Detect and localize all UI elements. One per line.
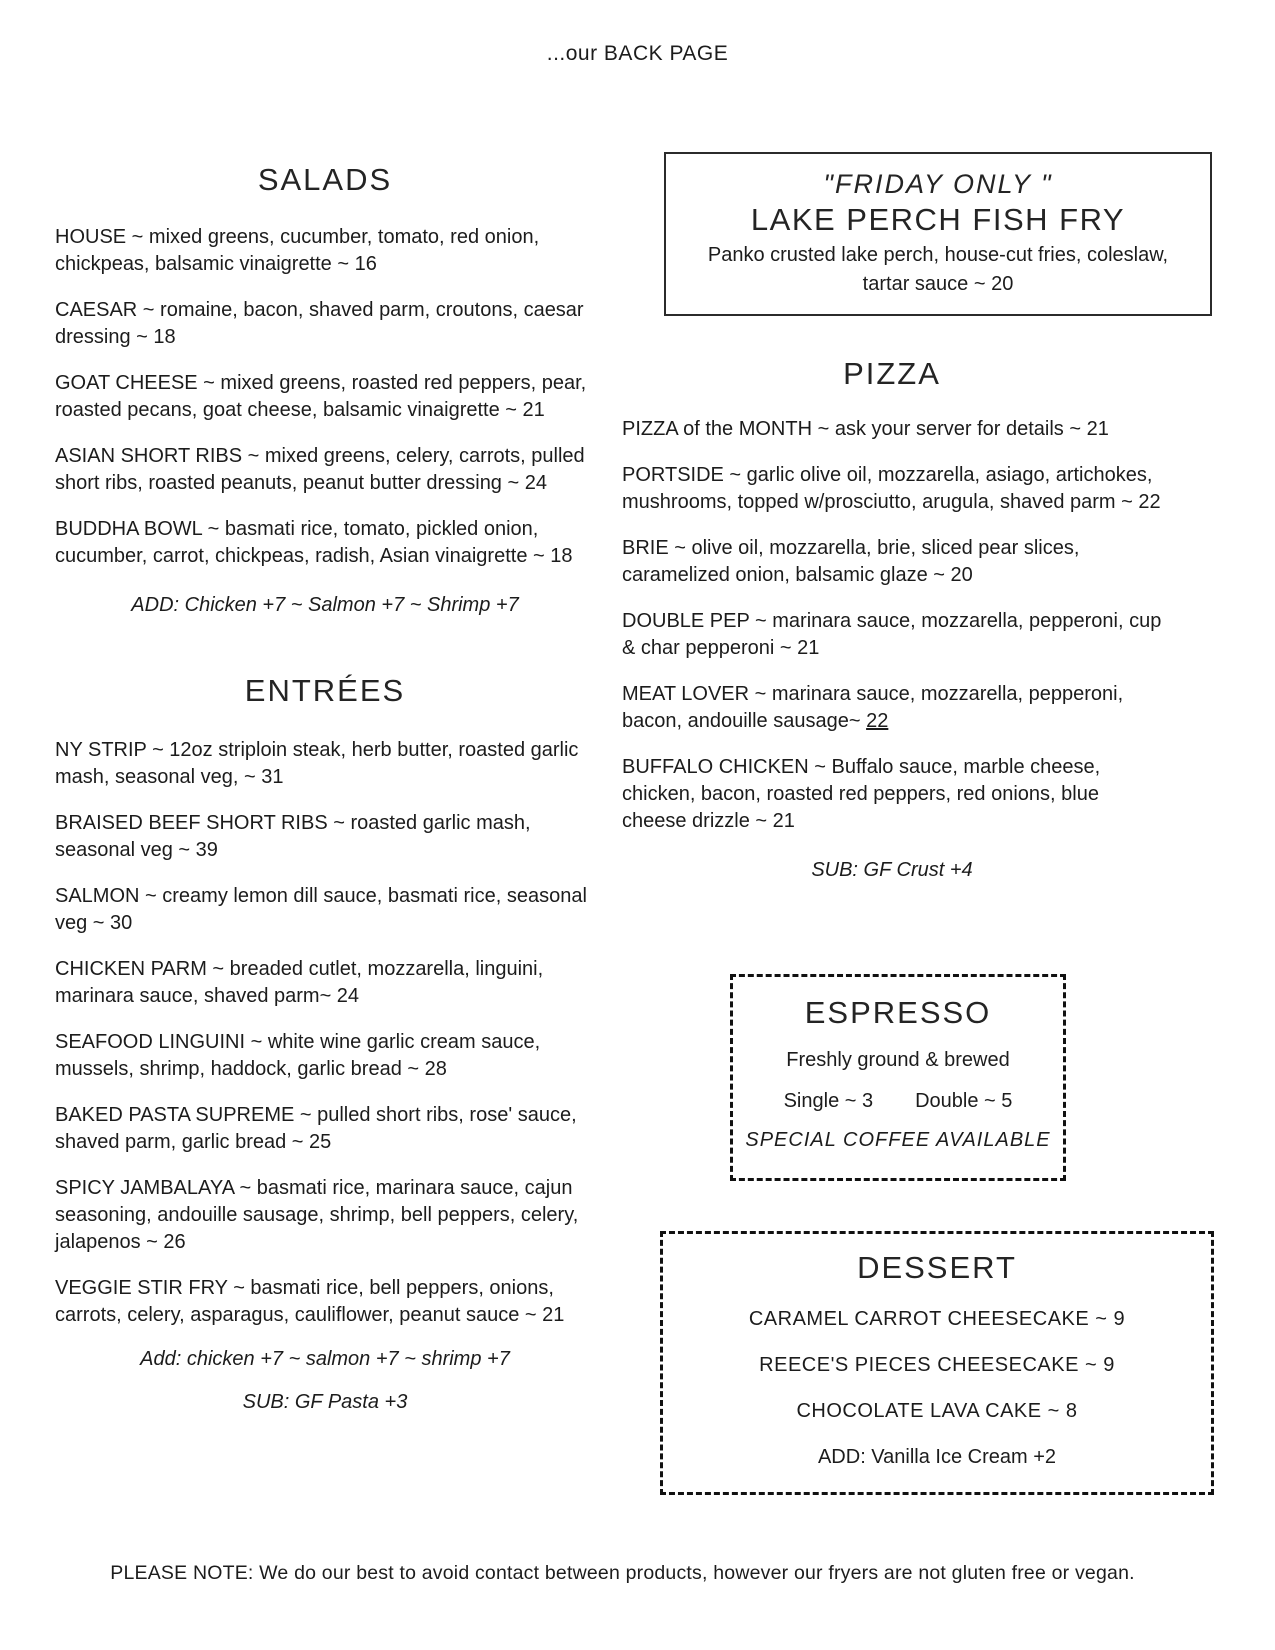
- menu-item: [55, 1275, 595, 1329]
- entrees-section-title: ENTRÉES: [244, 673, 406, 708]
- menu-item-text: ASIAN SHORT RIBS ~ mixed greens, celery, carrots, pulled short ribs, roasted peanuts, peanut butter dressing ~ 24: [55, 445, 585, 494]
- right-column: [622, 0, 1220, 1495]
- menu-item-text: GOAT CHEESE ~ mixed greens, roasted red peppers, pear, roasted pecans, goat cheese, balsamic vinaigrette ~ 21: [55, 372, 587, 421]
- menu-item-text: PORTSIDE ~ garlic olive oil, mozzarella, asiago, artichokes, mushrooms, topped w/prosciutto, arugula, shaved parm ~ 22: [622, 464, 1161, 513]
- menu-item: [55, 297, 595, 351]
- friday-special-subtitle: LAKE PERCH FISH FRY: [750, 202, 1126, 237]
- menu-item: [55, 883, 595, 937]
- menu-item-text: CHICKEN PARM ~ breaded cutlet, mozzarella, linguini, marinara sauce, shaved parm~ 24: [55, 958, 544, 1007]
- menu-item: [622, 754, 1162, 835]
- entrees-item-list: [55, 737, 595, 1329]
- menu-item: [55, 443, 595, 497]
- espresso-double-price: Double ~ 5: [915, 1090, 1013, 1112]
- espresso-price-line: [743, 1090, 1053, 1113]
- menu-item: [55, 737, 595, 791]
- espresso-desc-line: Freshly ground & brewed: [786, 1049, 1010, 1071]
- menu-item-text: HOUSE ~ mixed greens, cucumber, tomato, red onion, chickpeas, balsamic vinaigrette ~ 16: [55, 226, 540, 275]
- entrees-addon-line: Add: chicken +7 ~ salmon +7 ~ shrimp +7: [140, 1348, 510, 1370]
- espresso-box: [730, 974, 1066, 1181]
- espresso-special-line: SPECIAL COFFEE AVAILABLE: [745, 1129, 1051, 1151]
- espresso-section-title: ESPRESSO: [804, 995, 992, 1030]
- pizza-item-list: [622, 416, 1162, 835]
- menu-item: [55, 1102, 595, 1156]
- menu-item-text: DOUBLE PEP ~ marinara sauce, mozzarella, pepperoni, cup & char pepperoni ~ 21: [622, 610, 1162, 659]
- menu-item: [622, 462, 1162, 516]
- menu-item: [622, 681, 1162, 735]
- menu-item: [55, 1175, 595, 1256]
- menu-item: [622, 535, 1162, 589]
- page-footer-note: PLEASE NOTE: We do our best to avoid contact between products, however our fryers are not gluten free or vegan.: [110, 1562, 1135, 1584]
- menu-item-text: BAKED PASTA SUPREME ~ pulled short ribs, rose' sauce, shaved parm, garlic bread ~ 25: [55, 1104, 577, 1153]
- menu-item-text: BUFFALO CHICKEN ~ Buffalo sauce, marble cheese, chicken, bacon, roasted red peppers, red onions, blue cheese drizzle ~ 21: [622, 756, 1101, 832]
- page-header: ...our BACK PAGE: [546, 42, 729, 65]
- entrees-sub-line: SUB: GF Pasta +3: [242, 1391, 408, 1413]
- salads-section-title: SALADS: [257, 162, 393, 197]
- salads-addon-line: ADD: Chicken +7 ~ Salmon +7 ~ Shrimp +7: [131, 594, 519, 616]
- dessert-item: CHOCOLATE LAVA CAKE ~ 8: [796, 1400, 1078, 1422]
- menu-item-text: BUDDHA BOWL ~ basmati rice, tomato, pickled onion, cucumber, carrot, chickpeas, radish, Asian vinaigrette ~ 18: [55, 518, 573, 567]
- menu-item-text: SALMON ~ creamy lemon dill sauce, basmati rice, seasonal veg ~ 30: [55, 885, 587, 934]
- menu-item: [622, 608, 1162, 662]
- menu-item-text: VEGGIE STIR FRY ~ basmati rice, bell peppers, onions, carrots, celery, asparagus, cauliflower, peanut sauce ~ 21: [55, 1277, 565, 1326]
- friday-special-title: "FRIDAY ONLY ": [823, 169, 1053, 199]
- menu-item-text: BRIE ~ olive oil, mozzarella, brie, sliced pear slices, caramelized onion, balsamic glaze ~ 20: [622, 537, 1080, 586]
- menu-item: [622, 416, 1162, 443]
- menu-item-text: MEAT LOVER ~ marinara sauce, mozzarella, pepperoni, bacon, andouille sausage~: [622, 683, 1124, 732]
- left-column: [55, 0, 595, 1414]
- menu-item: [55, 810, 595, 864]
- dessert-addon-line: ADD: Vanilla Ice Cream +2: [817, 1446, 1057, 1468]
- menu-item-text: NY STRIP ~ 12oz striploin steak, herb butter, roasted garlic mash, seasonal veg, ~ 31: [55, 739, 579, 788]
- dessert-section-title: DESSERT: [857, 1250, 1017, 1285]
- pizza-sub-line: SUB: GF Crust +4: [811, 859, 973, 881]
- menu-item-text: BRAISED BEEF SHORT RIBS ~ roasted garlic mash, seasonal veg ~ 39: [55, 812, 531, 861]
- menu-item: [55, 1029, 595, 1083]
- dessert-item: CARAMEL CARROT CHEESECAKE ~ 9: [748, 1308, 1126, 1330]
- menu-item: [55, 370, 595, 424]
- friday-special-desc-line1: Panko crusted lake perch, house-cut fries, coleslaw,: [707, 244, 1169, 266]
- pizza-section-title: PIZZA: [843, 356, 941, 391]
- menu-item-text: SPICY JAMBALAYA ~ basmati rice, marinara sauce, cajun seasoning, andouille sausage, shrimp, bell peppers, celery, jalapenos ~ 26: [55, 1177, 579, 1253]
- menu-item: [55, 224, 595, 278]
- menu-item: [55, 516, 595, 570]
- menu-item-underlined-price: 22: [866, 710, 889, 732]
- menu-item-text: SEAFOOD LINGUINI ~ white wine garlic cream sauce, mussels, shrimp, haddock, garlic bread ~ 28: [55, 1031, 541, 1080]
- friday-special-desc-line2: tartar sauce ~ 20: [862, 273, 1014, 295]
- dessert-box: [660, 1231, 1214, 1495]
- dessert-item-list: [673, 1306, 1201, 1424]
- dessert-item: REECE'S PIECES CHEESECAKE ~ 9: [759, 1354, 1115, 1376]
- menu-item-text: CAESAR ~ romaine, bacon, shaved parm, croutons, caesar dressing ~ 18: [55, 299, 584, 348]
- espresso-single-price: Single ~ 3: [783, 1090, 874, 1112]
- menu-item: [55, 956, 595, 1010]
- friday-special-box: [664, 152, 1212, 316]
- salads-item-list: [55, 224, 595, 570]
- menu-item-text: PIZZA of the MONTH ~ ask your server for details ~ 21: [622, 418, 1109, 440]
